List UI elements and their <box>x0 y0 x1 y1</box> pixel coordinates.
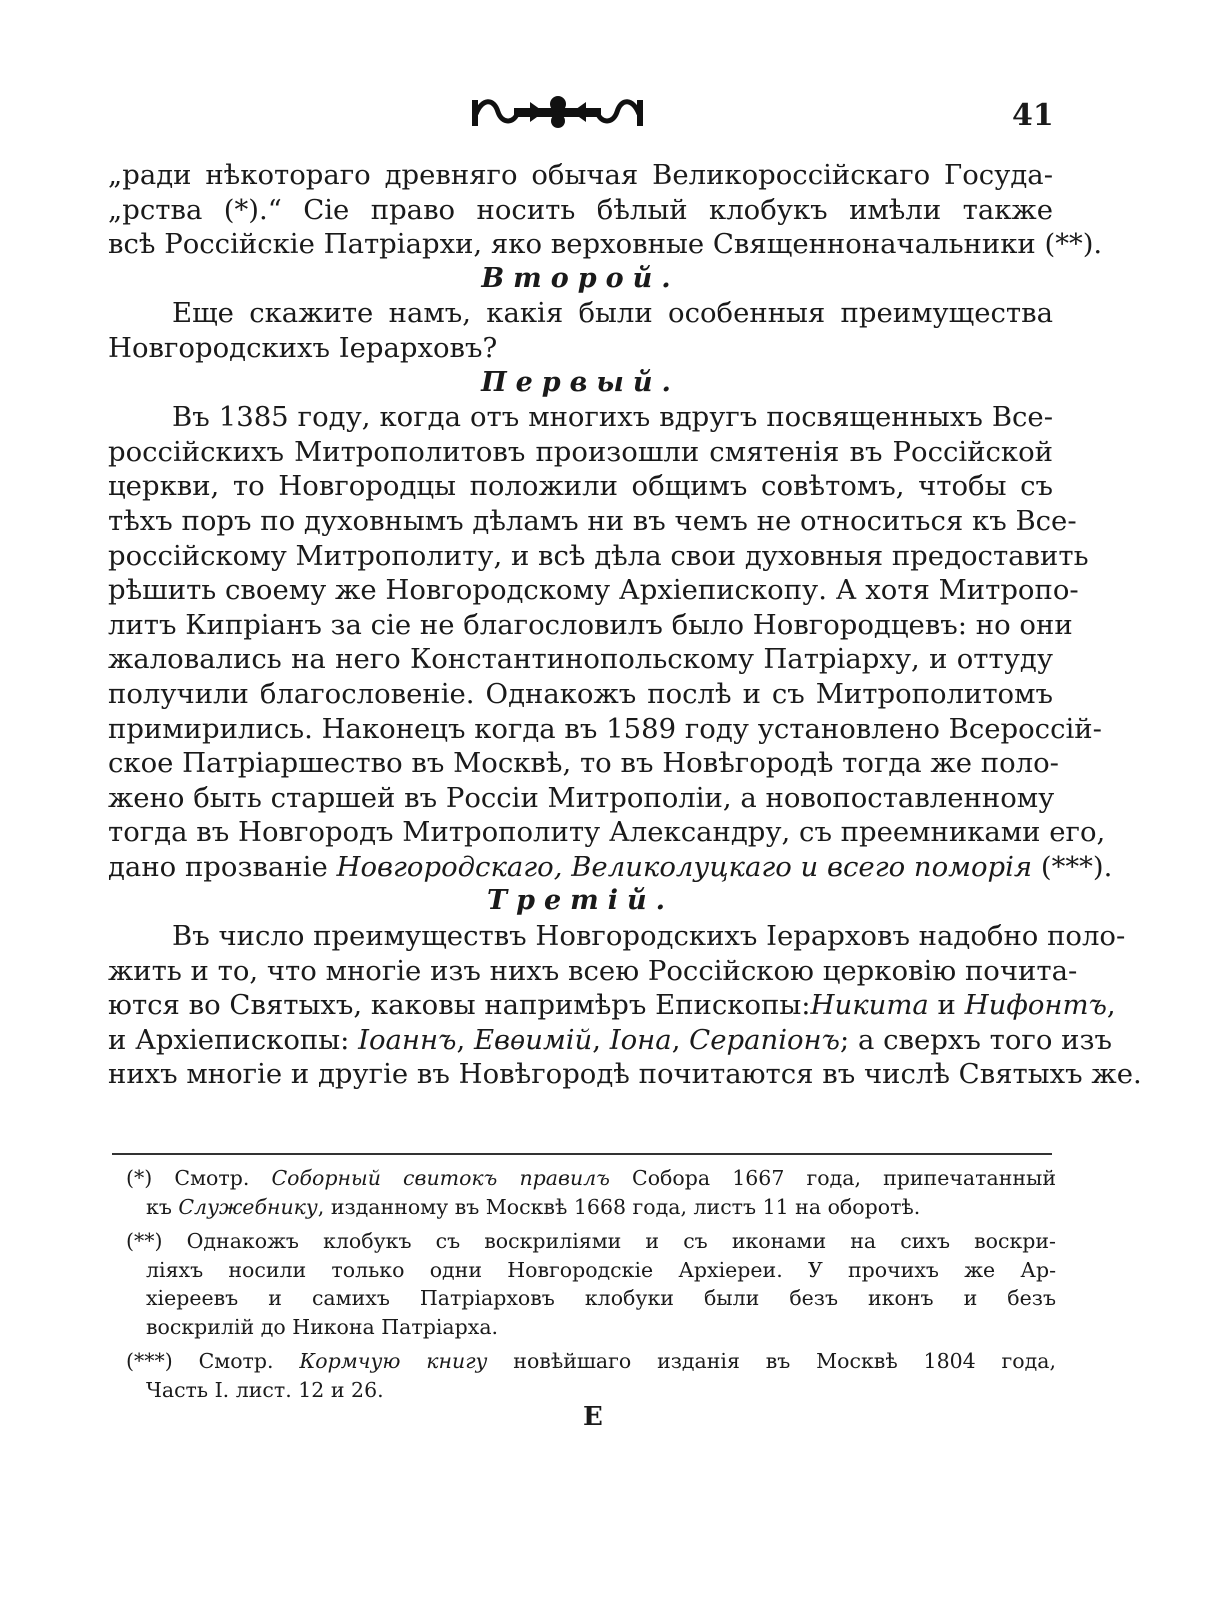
text-fragment: и Архіепископы: <box>108 1023 359 1056</box>
text-line: рѣшить своему же Новгородскому Архіепископу. А хотя Митропо- <box>108 574 1079 607</box>
text-line <box>108 850 1113 885</box>
text-line: всѣ Россійскіе Патріархи, яко верховные Священноначальники (**). <box>108 228 1103 261</box>
text-line: „ради нѣкотораго древняго обычая Великороссійскаго Госуда- <box>108 159 1053 191</box>
italic-title: Новгородскаго, Великолуцкаго и всего поморія <box>336 850 1033 883</box>
footnote-divider <box>112 1153 1052 1155</box>
italic-title: Кормчую книгу <box>299 1349 488 1373</box>
saint-name: Евѳимій <box>473 1023 593 1056</box>
text-line: тогда въ Новгородъ Митрополиту Александру, съ преемниками его, <box>108 816 1106 849</box>
saint-name: Іона <box>609 1023 672 1056</box>
speaker-heading: Третій. <box>486 885 674 917</box>
text-fragment: , <box>671 1023 690 1056</box>
speaker-heading: Первый. <box>481 366 680 398</box>
saint-name: Никита <box>810 989 929 1022</box>
text-fragment: (***) Смотр. <box>126 1349 300 1373</box>
text-fragment: , <box>592 1023 610 1056</box>
italic-title: Соборный свитокъ правилъ <box>271 1166 610 1190</box>
text-line: примирились. Наконецъ когда въ 1589 году установлено Всероссій- <box>108 712 1102 745</box>
text-line: жаловались на него Константинопольскому Патріарху, и оттуду <box>108 643 1053 676</box>
text-line: Новгородскихъ Іерарховъ? <box>108 331 498 364</box>
text-fragment: ются во Святыхъ, каковы напримѣръ Епископы: <box>108 989 811 1022</box>
footnote-line: (**) Однакожъ клобукъ съ воскриліями и съ иконами на сихъ воскри- <box>126 1229 1056 1253</box>
text-fragment: ; а сверхъ того изъ <box>840 1023 1112 1056</box>
text-fragment: (*) Смотр. <box>126 1166 272 1190</box>
text-fragment: дано прозваніе <box>108 850 337 883</box>
text-line: церкви, то Новгородцы положили общимъ совѣтомъ, чтобы съ <box>108 470 1053 503</box>
text-line: нихъ многіе и другіе въ Новѣгородѣ почитаются въ числѣ Святыхъ же. <box>108 1058 1142 1091</box>
footnote-line <box>126 1193 1056 1222</box>
saint-name: Серапіонъ <box>689 1023 840 1056</box>
italic-title: Служебнику <box>178 1194 318 1219</box>
footnote-line: Часть I. лист. 12 и 26. <box>146 1377 384 1402</box>
text-line: литъ Кипріанъ за сіе не благословилъ было Новгородцевъ: но они <box>108 608 1073 641</box>
footnote-line: ліяхъ носили только одни Новгородскіе Архіереи. У прочихъ же Ар- <box>146 1257 1056 1282</box>
footnote-line <box>126 1347 1056 1376</box>
text-line: жить и то, что многіе изъ нихъ всею Россійскою церковію почита- <box>108 954 1078 987</box>
text-fragment: , <box>1106 989 1116 1022</box>
text-line: россійскому Митрополиту, и всѣ дѣла свои духовныя предоставить <box>108 539 1089 572</box>
text-fragment: , <box>456 1023 474 1056</box>
saint-name: Нифонтъ <box>964 989 1107 1022</box>
text-line: россійскихъ Митрополитовъ произошли смятенія въ Россійской <box>108 435 1053 468</box>
saint-name: Іоаннъ <box>358 1023 457 1056</box>
text-fragment: и <box>928 989 965 1022</box>
footnotes <box>126 1164 1056 1404</box>
text-fragment: Собора 1667 года, припечатанный <box>609 1166 1056 1190</box>
text-fragment: новѣйшаго изданія въ Москвѣ 1804 года, <box>487 1349 1056 1373</box>
text-line: Въ число преимуществъ Новгородскихъ Іерарховъ надобно поло- <box>172 920 1126 953</box>
page-number: 41 <box>1012 98 1054 133</box>
signature-mark: Е <box>583 1402 603 1432</box>
text-line: тѣхъ поръ по духовнымъ дѣламъ ни въ чемъ не относиться къ Все- <box>108 504 1077 537</box>
text-line: получили благословеніе. Однакожъ послѣ и съ Митрополитомъ <box>108 677 1053 710</box>
text-fragment: , изданному въ Москвѣ 1668 года, листъ 11 на оборотѣ. <box>317 1194 921 1219</box>
main-text <box>108 158 1142 1092</box>
footnote-line <box>126 1164 1056 1193</box>
text-line: ское Патріаршество въ Москвѣ, то въ Новѣгородѣ тогда же поло- <box>108 747 1059 780</box>
printers-ornament-icon <box>470 92 645 132</box>
speaker-heading: Второй. <box>481 262 680 294</box>
text-line: Въ 1385 году, когда отъ многихъ вдругъ посвященныхъ Все- <box>172 401 1053 434</box>
text-line: Еще скажите намъ, какія были особенныя преимущества <box>172 297 1053 330</box>
text-line: „рства (*).“ Сіе право носить бѣлый клобукъ имѣли также <box>108 193 1053 226</box>
text-fragment: къ <box>146 1194 179 1219</box>
footnote-ref: (***). <box>1032 850 1113 883</box>
footnote-line: хіереевъ и самихъ Патріарховъ клобуки были безъ иконъ и безъ <box>146 1286 1056 1310</box>
text-line: жено быть старшей въ Россіи Митрополіи, а новопоставленному <box>108 781 1055 814</box>
text-line <box>108 1023 1112 1058</box>
text-line <box>108 988 1116 1023</box>
footnote-line: воскрилій до Никона Патріарха. <box>146 1314 499 1339</box>
